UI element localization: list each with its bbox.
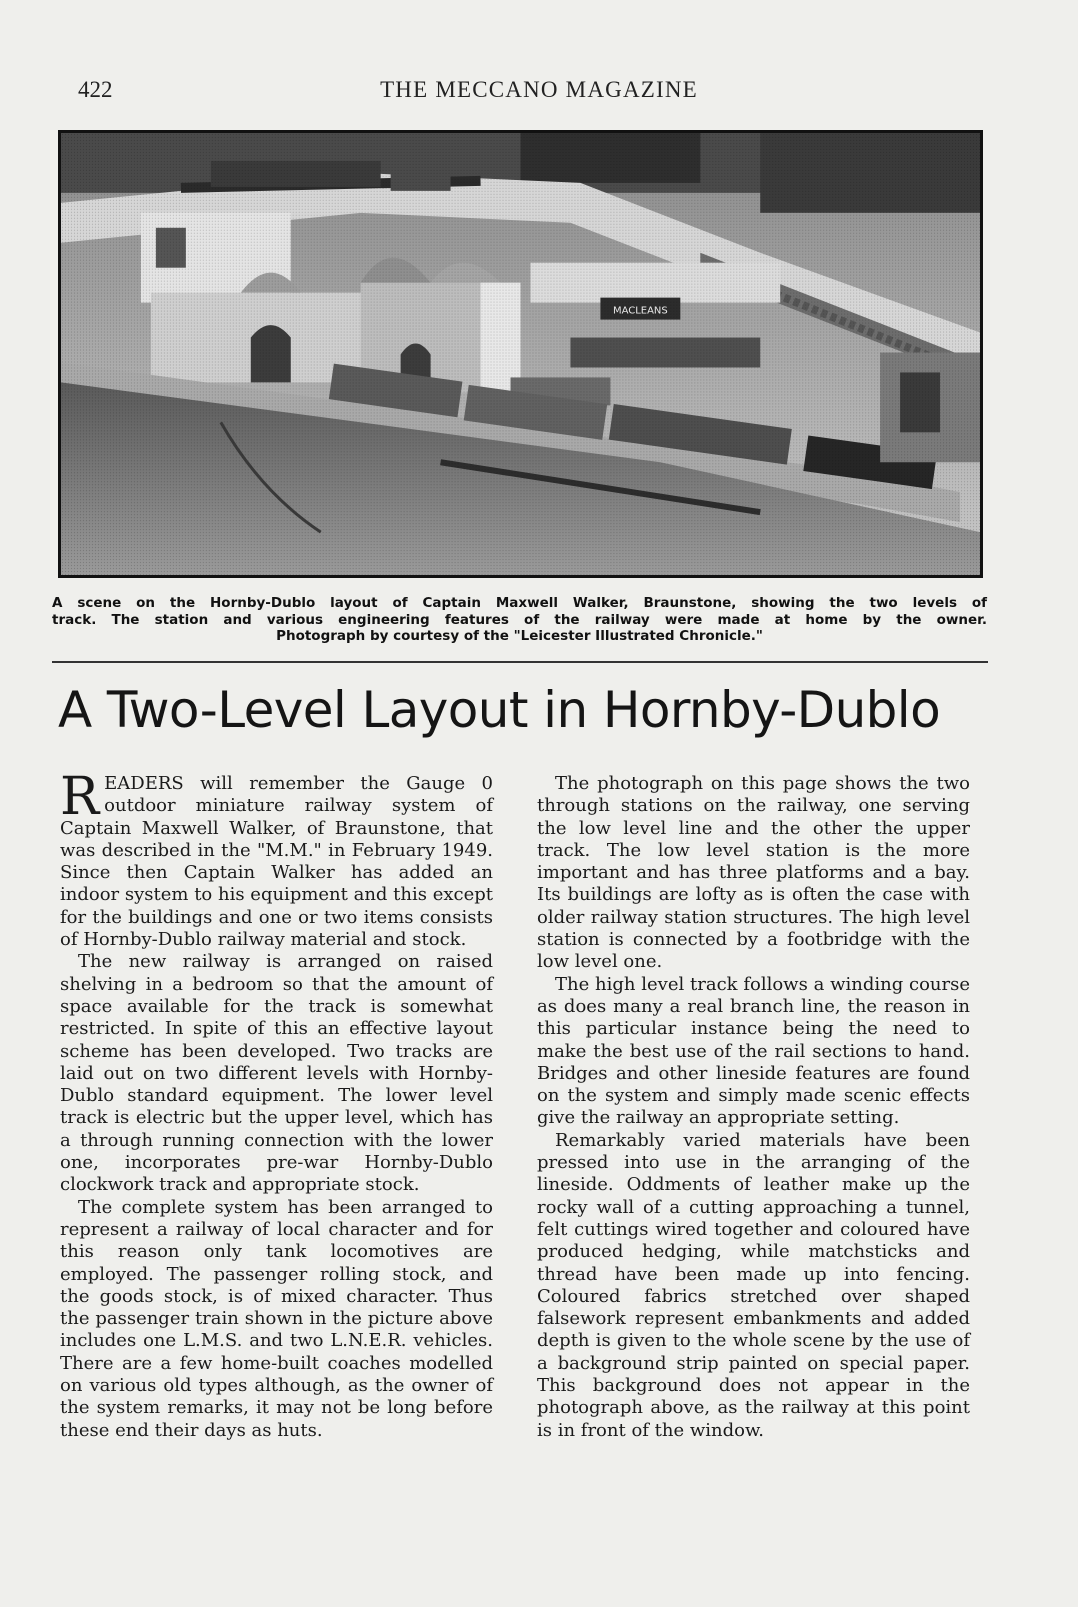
paragraph: The complete system has been arranged to represent a railway of local character and for this reason only tank locomotives are employed. The passenger rolling stock, and the goods stock, is of mixed character. Thus the passenger train shown in the picture above includes one L.M.S. and two L.N.E.R. vehicles. There are a few home-built coaches modelled on various old types although, as the owner of the system remarks, it may not be long before these end their days as huts. <box>60 1196 493 1441</box>
paragraph: The new railway is arranged on raised shelving in a bedroom so that the amount of space available for the track is somewhat restricted. In spite of this an effective layout scheme has been developed. Two tracks are laid out on two different levels with Hornby-Dublo standard equipment. The lower level track is electric but the upper level, which has a through running connection with the lower one, incorporates pre-war Hornby-Dublo clockwork track and appropriate stock. <box>60 951 493 1196</box>
paragraph: Remarkably varied materials have been pressed into use in the arranging of the lineside. Oddments of leather make up the rocky wall of a cutting approaching a tunnel, felt cuttings wired together and coloured have produced hedging, while matchsticks and thread have been made up into fencing. Coloured fabrics stretched over shaped falsework represent embankments and added depth is given to the whole scene by the use of a background strip painted on special paper. This background does not appear in the photograph above, as the railway at this point is in front of the window. <box>537 1129 970 1441</box>
paragraph: The high level track follows a winding course as does many a real branch line, the reason in this particular instance being the need to make the best use of the rail sections to hand. Bridges and other lineside features are found on the system and simply made scenic effects give the railway an appropriate setting. <box>537 973 970 1129</box>
caption-line-3: Photograph by courtesy of the "Leicester Illustrated Chronicle." <box>276 628 763 644</box>
article-headline: A Two-Level Layout in Hornby-Dublo <box>58 681 941 739</box>
photo-caption <box>52 595 987 645</box>
railway-photograph <box>58 130 983 578</box>
caption-line-1: A scene on the Hornby-Dublo layout of Captain Maxwell Walker, Braunstone, showing the two levels of <box>52 595 987 611</box>
caption-line-2: track. The station and various engineering features of the railway were made at home by the owner. <box>52 611 987 628</box>
paragraph <box>60 767 494 951</box>
article-column-left <box>60 767 494 1442</box>
model-railway-photo-icon <box>61 133 980 575</box>
magazine-title: THE MECCANO MAGAZINE <box>380 77 698 102</box>
paragraph-text: EADERS will remember the Gauge 0 outdoor miniature railway system of Captain Maxwell Walker, of Braunstone, that was described in the "M.M." in February 1949. Since then Captain Walker has added an indoor system to his equipment and this except for the buildings and one or two items consists of Hornby-Dublo railway material and stock. <box>60 773 494 951</box>
section-divider <box>52 661 988 663</box>
article-column-right <box>537 773 970 1442</box>
drop-cap: R <box>60 767 100 827</box>
paragraph: The photograph on this page shows the two through stations on the railway, one serving the low level line and the other the upper track. The low level station is the more important and has three platforms and a bay. Its buildings are lofty as is often the case with older railway station structures. The high level station is connected by a footbridge with the low level one. <box>537 773 970 973</box>
page-number: 422 <box>78 77 113 102</box>
running-head <box>0 77 1078 107</box>
